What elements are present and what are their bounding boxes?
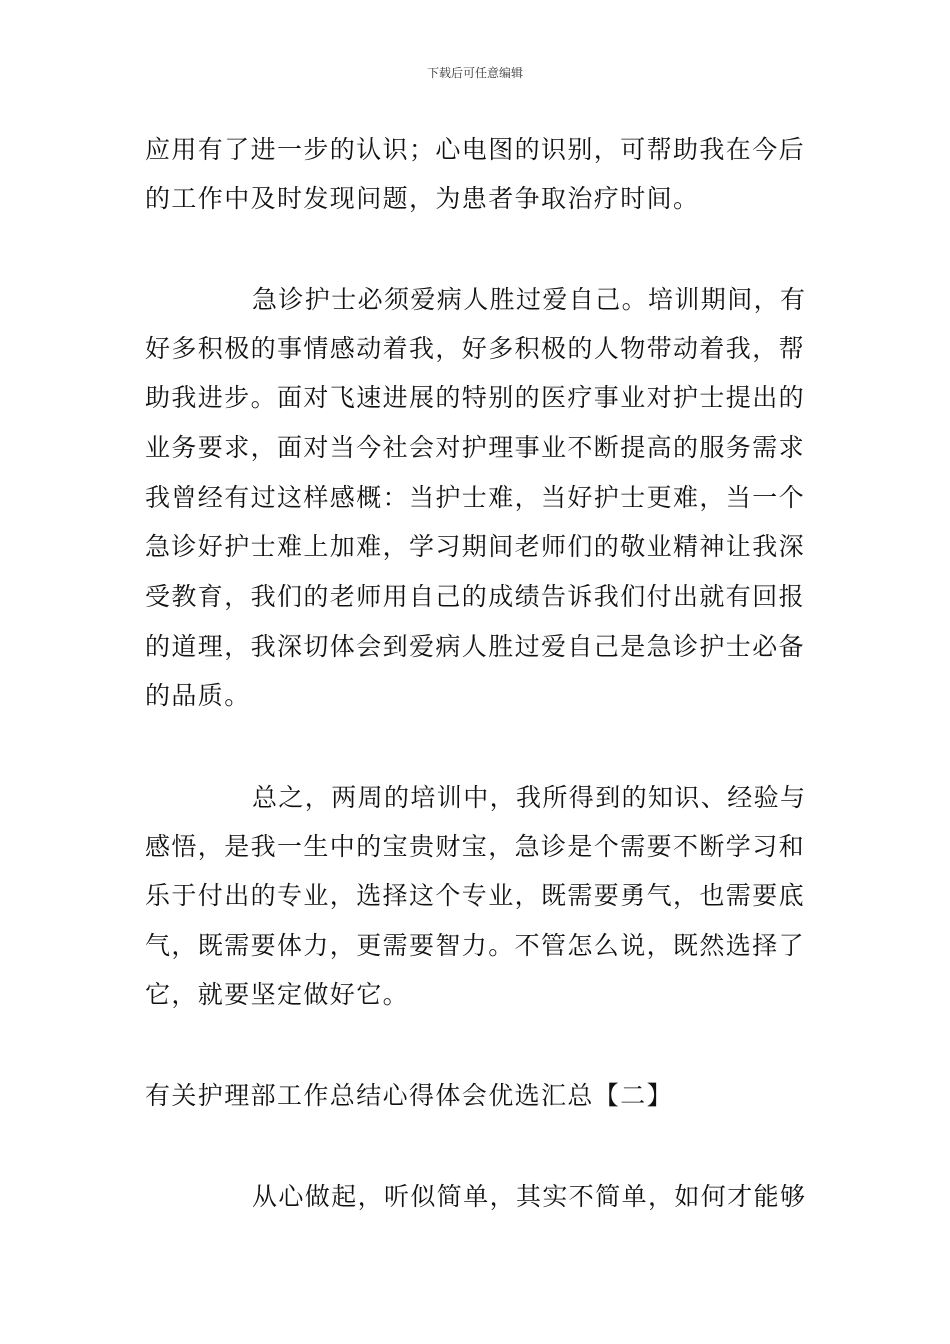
text-line: 乐于付出的专业，选择这个专业，既需要勇气，也需要底: [145, 881, 806, 910]
text-line: 它，就要坚定做好它。: [145, 980, 410, 1009]
text-line: 受教育，我们的老师用自己的成绩告诉我们付出就有回报: [145, 582, 806, 611]
text-line: 的工作中及时发现问题，为患者争取治疗时间。: [145, 184, 700, 213]
text-line: 气，既需要体力，更需要智力。不管怎么说，既然选择了: [145, 931, 806, 960]
page-header: 下载后可任意编辑: [426, 66, 523, 80]
text-line: 助我进步。面对飞速进展的特别的医疗事业对护士提出的: [145, 383, 806, 412]
text-line: 的品质。: [145, 681, 251, 710]
text-line: 急诊好护士难上加难，学习期间老师们的敬业精神让我深: [145, 532, 806, 561]
text-line: 感悟，是我一生中的宝贵财宝，急诊是个需要不断学习和: [145, 832, 806, 861]
section-heading: 有关护理部工作总结心得体会优选汇总【二】: [145, 1081, 674, 1110]
text-line: 从心做起，听似简单，其实不简单，如何才能够: [252, 1182, 807, 1211]
text-line: 总之，两周的培训中，我所得到的知识、经验与: [252, 783, 807, 812]
text-line: 我曾经有过这样感概：当护士难，当好护士更难，当一个: [145, 483, 806, 512]
text-line: 业务要求，面对当今社会对护理事业不断提高的服务需求: [145, 433, 806, 462]
text-line: 的道理，我深切体会到爱病人胜过爱自己是急诊护士必备: [145, 632, 806, 661]
text-line: 应用有了进一步的认识；心电图的识别，可帮助我在今后: [145, 135, 806, 164]
text-line: 好多积极的事情感动着我，好多积极的人物带动着我，帮: [145, 334, 806, 363]
text-line: 急诊护士必须爱病人胜过爱自己。培训期间，有: [252, 285, 807, 314]
